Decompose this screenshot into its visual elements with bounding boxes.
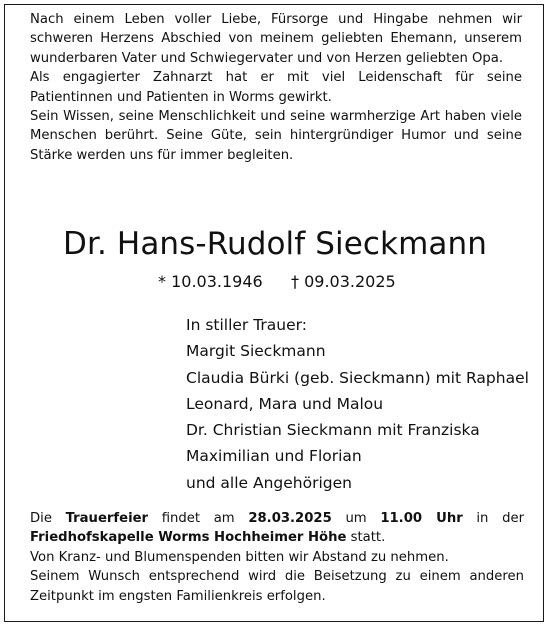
mourner-line: Maximilian und Florian: [186, 447, 362, 466]
text-fragment: Die: [30, 511, 66, 526]
deceased-name: Dr. Hans-Rudolf Sieckmann: [63, 226, 487, 262]
mourner-line: Margit Sieckmann: [186, 342, 326, 361]
mourners-list: [186, 312, 529, 496]
mourner-line: Dr. Christian Sieckmann mit Franziska: [186, 421, 480, 440]
text-fragment: in der: [462, 511, 524, 526]
intro-paragraph-1: Nach einem Leben voller Liebe, Fürsorge und Hingabe nehmen wir schweren Herzens Abschied von meinem geliebten Ehemann, unserem wunderbaren Vater und Schwiegervater und von Herzen geliebten Opa.: [30, 12, 522, 66]
birth-date: * 10.03.1946: [158, 272, 263, 291]
mourner-line: Leonard, Mara und Malou: [186, 394, 384, 413]
mourners-heading: In stiller Trauer:: [186, 316, 307, 334]
funeral-label: Trauerfeier: [65, 511, 149, 526]
burial-note: Seinem Wunsch entsprechend wird die Beisetzung zu einem anderen Zeitpunkt im engsten Familienkreis erfolgen.: [30, 569, 524, 604]
intro-text: [30, 10, 522, 165]
intro-paragraph-3: Sein Wissen, seine Menschlichkeit und seine warmherzige Art haben viele Menschen berührt. Seine Güte, sein hintergründiger Humor und seine Stärke werden uns für immer begleiten.: [30, 109, 522, 163]
funeral-time: 11.00 Uhr: [380, 511, 463, 526]
death-date: † 09.03.2025: [291, 272, 396, 291]
flowers-note: Von Kranz- und Blumenspenden bitten wir Abstand zu nehmen.: [30, 549, 449, 565]
text-fragment: statt.: [346, 530, 386, 546]
mourner-line: und alle Angehörigen: [186, 473, 352, 492]
intro-paragraph-2: Als engagierter Zahnarzt hat er mit viel Leidenschaft für seine Patientinnen und Patienten in Worms gewirkt.: [30, 70, 522, 105]
funeral-location-line: [30, 528, 524, 547]
funeral-location: Friedhofskapelle Worms Hochheimer Höhe: [30, 530, 347, 546]
mourner-line: Claudia Bürki (geb. Sieckmann) mit Raphael: [186, 368, 529, 387]
text-fragment: um: [331, 511, 381, 526]
funeral-date-line: [30, 509, 524, 528]
funeral-date: 28.03.2025: [248, 511, 332, 526]
funeral-info: [30, 509, 524, 606]
text-fragment: findet am: [148, 511, 249, 526]
